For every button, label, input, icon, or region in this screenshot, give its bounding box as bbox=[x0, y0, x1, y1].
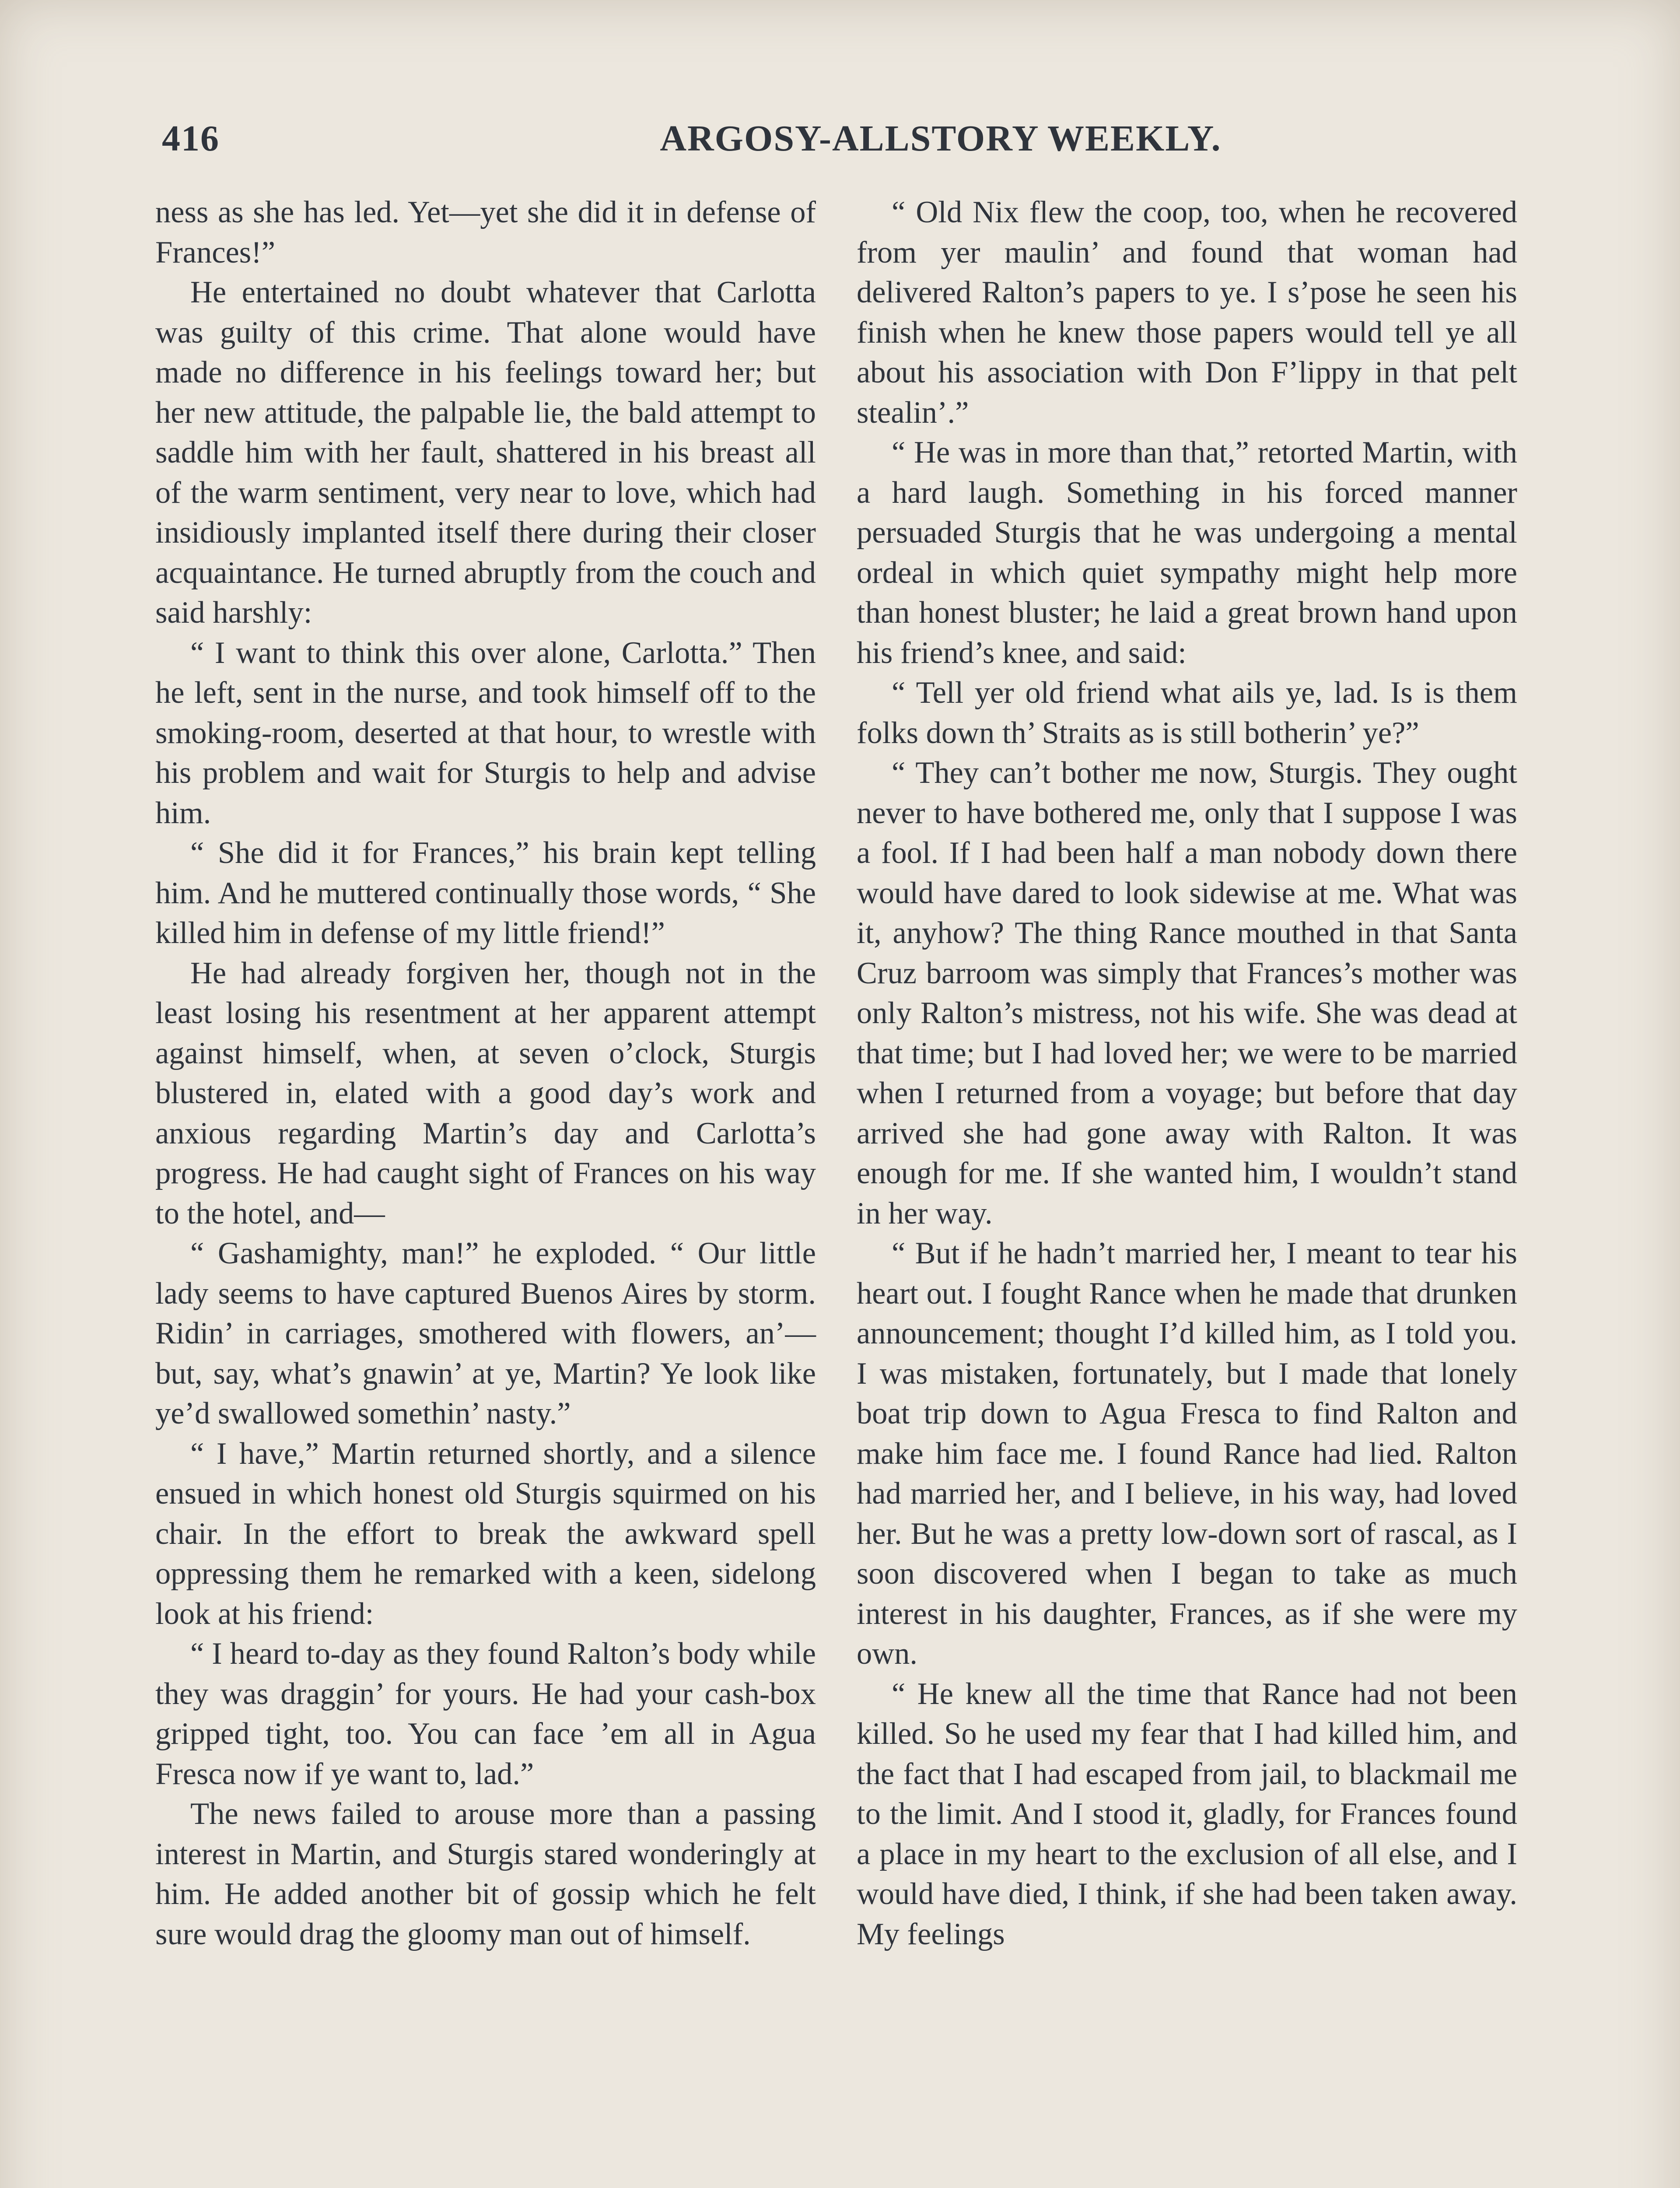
paragraph: “ Gashamighty, man!” he exploded. “ Our little lady seems to have captured Buenos Aires by storm. Ridin’ in carriages, smothered with flowers, an’—but, say, what’s gnawin’ at ye, Martin? Ye look like ye’d swallowed somethin’ nasty.” bbox=[155, 1236, 816, 1431]
paragraph: “ She did it for Frances,” his brain kept telling him. And he muttered continually those words, “ She killed him in defense of my little friend!” bbox=[155, 836, 816, 950]
paragraph: “ They can’t bother me now, Sturgis. They ought never to have bothered me, only that I suppose I was a fool. If I had been half a man nobody down there would have dared to look sidewise at me. What was it, anyhow? The thing Rance mouthed in that Santa Cruz barroom was simply that Frances’s mother was only Ralton’s mistress, not his wife. She was dead at that time; but I had loved her; we were to be married when I returned from a voyage; but before that day arrived she had gone away with Ralton. It was enough for me. If she wanted him, I wouldn’t stand in her way. bbox=[857, 756, 1517, 1231]
paragraph: “ He knew all the time that Rance had not been killed. So he used my fear that I had killed him, and the fact that I had escaped from jail, to blackmail me to the limit. And I stood it, gladly, for Frances found a place in my heart to the exclusion of all else, and I would have died, I think, if she had been taken away. My feelings bbox=[857, 1676, 1517, 1951]
paragraph: “ But if he hadn’t married her, I meant to tear his heart out. I fought Rance when he made that drunken announcement; thought I’d killed him, as I told you. I was mistaken, fortunately, but I made that lonely boat trip down to Agua Fresca to find Ralton and make him face me. I found Rance had lied. Ralton had married her, and I believe, in his way, had loved her. But he was a pretty low-down sort of rascal, as I soon discovered when I began to take as much interest in his daughter, Frances, as if she were my own. bbox=[857, 1236, 1517, 1671]
paragraph: “ I want to think this over alone, Carlotta.” Then he left, sent in the nurse, and took himself off to the smoking-room, deserted at that hour, to wrestle with his problem and wait for Sturgis to help and advise him. bbox=[155, 635, 816, 830]
page-header bbox=[162, 117, 1518, 170]
paragraph: The news failed to arouse more than a passing interest in Martin, and Sturgis stared wonderingly at him. He added another bit of gossip which he felt sure would drag the gloomy man out of himself. bbox=[155, 1797, 816, 1951]
paragraph: He entertained no doubt whatever that Carlotta was guilty of this crime. That alone would have made no difference in his feelings toward her; but her new attitude, the palpable lie, the bald attempt to saddle him with her fault, shattered in his breast all of the warm sentiment, very near to love, which had insidiously implanted itself there during their closer acquaintance. He turned abruptly from the couch and said harshly: bbox=[155, 275, 816, 630]
paragraph: “ I heard to-day as they found Ralton’s body while they was draggin’ for yours. He had your cash-box gripped tight, too. You can face ’em all in Agua Fresca now if ye want to, lad.” bbox=[155, 1637, 816, 1791]
page-number: 416 bbox=[162, 118, 220, 159]
running-title: ARGOSY-ALLSTORY WEEKLY. bbox=[660, 118, 1222, 159]
paragraph: “ Old Nix flew the coop, too, when he recovered from yer maulin’ and found that woman had delivered Ralton’s papers to ye. I s’pose he seen his finish when he knew those papers would tell ye all about his association with Don F’lippy in that pelt stealin’.” bbox=[857, 195, 1517, 430]
right-column bbox=[857, 193, 1517, 1954]
paragraph: ness as she has led. Yet—yet she did it in defense of Frances!” bbox=[155, 195, 816, 270]
paragraph: He had already forgiven her, though not in the least losing his resentment at her apparent attempt against himself, when, at seven o’clock, Sturgis blustered in, elated with a good day’s work and anxious regarding Martin’s day and Carlotta’s progress. He had caught sight of Frances on his way to the hotel, and— bbox=[155, 956, 816, 1231]
paragraph: “ I have,” Martin returned shortly, and a silence ensued in which honest old Sturgis squirmed on his chair. In the effort to break the awkward spell oppressing them he remarked with a keen, sidelong look at his friend: bbox=[155, 1436, 816, 1631]
left-column bbox=[155, 193, 816, 1954]
paragraph: “ He was in more than that,” retorted Martin, with a hard laugh. Something in his forced manner persuaded Sturgis that he was undergoing a mental ordeal in which quiet sympathy might help more than honest bluster; he laid a great brown hand upon his friend’s knee, and said: bbox=[857, 435, 1517, 670]
paragraph: “ Tell yer old friend what ails ye, lad. Is is them folks down th’ Straits as is still botherin’ ye?” bbox=[857, 676, 1517, 750]
